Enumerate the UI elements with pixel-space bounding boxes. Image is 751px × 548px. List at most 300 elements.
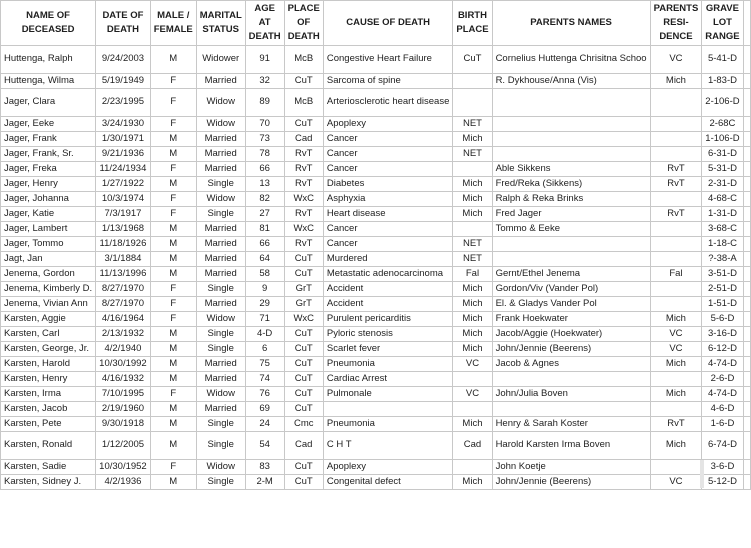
date-cell: 4/16/1932 (96, 372, 151, 387)
age-cell: 73 (245, 132, 284, 147)
blank-cell (743, 327, 750, 342)
parents-cell: Henry & Sarah Koster (492, 417, 650, 432)
parents-cell: Tommo & Eeke (492, 222, 650, 237)
gender-cell: M (150, 432, 196, 460)
parents-cell: Gernt/Ethel Jenema (492, 267, 650, 282)
blank-cell (743, 132, 750, 147)
name-cell: Jager, Eeke (1, 117, 96, 132)
gender-cell: M (150, 132, 196, 147)
residence-cell: RvT (650, 207, 702, 222)
marital-cell: Married (196, 357, 245, 372)
cause-cell: Accident (323, 282, 453, 297)
header-gender: MALE / FEMALE (150, 1, 196, 46)
grave-cell: 1-18-C (702, 237, 743, 252)
gender-cell: M (150, 475, 196, 490)
age-cell: 81 (245, 222, 284, 237)
birth-cell: Mich (453, 312, 492, 327)
table-row (1, 357, 751, 372)
gender-cell: M (150, 357, 196, 372)
grave-cell: 2-106-D (702, 89, 743, 117)
table-row (1, 402, 751, 417)
date-cell: 4/2/1936 (96, 475, 151, 490)
grave-cell: 2-68C (702, 117, 743, 132)
age-cell: 13 (245, 177, 284, 192)
marital-cell: Single (196, 432, 245, 460)
name-cell: Karsten, Carl (1, 327, 96, 342)
cause-cell: Accident (323, 297, 453, 312)
blank-cell (743, 147, 750, 162)
blank-cell (743, 252, 750, 267)
residence-cell (650, 252, 702, 267)
header-blank (743, 1, 750, 46)
name-cell: Jager, Tommo (1, 237, 96, 252)
grave-cell: 5-12-D (702, 475, 743, 490)
parents-cell (492, 117, 650, 132)
birth-cell: CuT (453, 46, 492, 74)
gender-cell: F (150, 192, 196, 207)
blank-cell (743, 417, 750, 432)
gender-cell: F (150, 207, 196, 222)
grave-cell: 3-68-C (702, 222, 743, 237)
birth-cell: Mich (453, 297, 492, 312)
age-cell: 83 (245, 460, 284, 475)
birth-cell: NET (453, 117, 492, 132)
marital-cell: Married (196, 222, 245, 237)
birth-cell: Mich (453, 132, 492, 147)
name-cell: Karsten, Henry (1, 372, 96, 387)
age-cell: 64 (245, 252, 284, 267)
header-cause: CAUSE OF DEATH (323, 1, 453, 46)
table-row (1, 475, 751, 490)
blank-cell (743, 432, 750, 460)
grave-cell: ?-38-A (702, 252, 743, 267)
age-cell: 76 (245, 387, 284, 402)
parents-cell (492, 89, 650, 117)
records-body (1, 46, 751, 490)
header-grave: GRAVE LOT RANGE (702, 1, 743, 46)
marital-cell: Married (196, 74, 245, 89)
blank-cell (743, 222, 750, 237)
residence-cell (650, 117, 702, 132)
age-cell: 66 (245, 237, 284, 252)
grave-cell: 2-6-D (702, 372, 743, 387)
residence-cell: Mich (650, 432, 702, 460)
header-parents: PARENTS NAMES (492, 1, 650, 46)
date-cell: 9/24/2003 (96, 46, 151, 74)
cause-cell: Cancer (323, 222, 453, 237)
parents-cell: Ralph & Reka Brinks (492, 192, 650, 207)
gender-cell: F (150, 89, 196, 117)
date-cell: 8/27/1970 (96, 282, 151, 297)
table-row (1, 46, 751, 74)
birth-cell: Mich (453, 192, 492, 207)
table-row (1, 417, 751, 432)
blank-cell (743, 192, 750, 207)
place-cell: CuT (284, 74, 323, 89)
blank-cell (743, 475, 750, 490)
cause-cell: Diabetes (323, 177, 453, 192)
age-cell: 89 (245, 89, 284, 117)
grave-cell: 5-41-D (702, 46, 743, 74)
birth-cell: NET (453, 237, 492, 252)
parents-cell: Cornelius Huttenga Chrisitna Schoo (492, 46, 650, 74)
parents-cell: John/Jennie (Beerens) (492, 342, 650, 357)
blank-cell (743, 297, 750, 312)
grave-cell: 1-106-D (702, 132, 743, 147)
blank-cell (743, 460, 750, 475)
marital-cell: Widower (196, 46, 245, 74)
age-cell: 9 (245, 282, 284, 297)
table-row (1, 89, 751, 117)
marital-cell: Widow (196, 89, 245, 117)
place-cell: CuT (284, 252, 323, 267)
blank-cell (743, 117, 750, 132)
date-cell: 11/18/1926 (96, 237, 151, 252)
cause-cell: Cancer (323, 237, 453, 252)
birth-cell: VC (453, 387, 492, 402)
residence-cell: Mich (650, 387, 702, 402)
birth-cell: Mich (453, 327, 492, 342)
place-cell: Cad (284, 132, 323, 147)
parents-cell: Fred/Reka (Sikkens) (492, 177, 650, 192)
grave-cell: 3-6-D (702, 460, 743, 475)
residence-cell (650, 222, 702, 237)
date-cell: 1/27/1922 (96, 177, 151, 192)
table-row (1, 162, 751, 177)
name-cell: Karsten, Jacob (1, 402, 96, 417)
grave-cell: 3-16-D (702, 327, 743, 342)
place-cell: CuT (284, 387, 323, 402)
age-cell: 58 (245, 267, 284, 282)
name-cell: Jager, Frank (1, 132, 96, 147)
cause-cell: Metastatic adenocarcinoma (323, 267, 453, 282)
marital-cell: Married (196, 297, 245, 312)
gender-cell: F (150, 282, 196, 297)
parents-cell: El. & Gladys Vander Pol (492, 297, 650, 312)
marital-cell: Married (196, 402, 245, 417)
grave-cell: 1-51-D (702, 297, 743, 312)
age-cell: 70 (245, 117, 284, 132)
table-row (1, 147, 751, 162)
cause-cell: Congestive Heart Failure (323, 46, 453, 74)
marital-cell: Widow (196, 460, 245, 475)
age-cell: 6 (245, 342, 284, 357)
blank-cell (743, 342, 750, 357)
gender-cell: F (150, 117, 196, 132)
residence-cell (650, 237, 702, 252)
parents-cell: Jacob & Agnes (492, 357, 650, 372)
gender-cell: M (150, 147, 196, 162)
grave-cell: 5-31-D (702, 162, 743, 177)
birth-cell (453, 460, 492, 475)
place-cell: RvT (284, 237, 323, 252)
place-cell: CuT (284, 372, 323, 387)
cause-cell: Asphyxia (323, 192, 453, 207)
place-cell: Cad (284, 432, 323, 460)
cause-cell: Sarcoma of spine (323, 74, 453, 89)
header-age: AGE AT DEATH (245, 1, 284, 46)
marital-cell: Widow (196, 387, 245, 402)
grave-cell: 6-74-D (702, 432, 743, 460)
table-row (1, 267, 751, 282)
parents-cell: John/Julia Boven (492, 387, 650, 402)
cause-cell: Apoplexy (323, 117, 453, 132)
residence-cell: Mich (650, 312, 702, 327)
cause-cell: Cardiac Arrest (323, 372, 453, 387)
gender-cell: M (150, 267, 196, 282)
residence-cell (650, 460, 702, 475)
blank-cell (743, 267, 750, 282)
table-row (1, 177, 751, 192)
name-cell: Jager, Henry (1, 177, 96, 192)
blank-cell (743, 387, 750, 402)
name-cell: Jager, Clara (1, 89, 96, 117)
gender-cell: M (150, 417, 196, 432)
date-cell: 3/24/1930 (96, 117, 151, 132)
cause-cell: Apoplexy (323, 460, 453, 475)
place-cell: CuT (284, 342, 323, 357)
place-cell: CuT (284, 475, 323, 490)
marital-cell: Married (196, 252, 245, 267)
birth-cell (453, 162, 492, 177)
marital-cell: Single (196, 417, 245, 432)
table-row (1, 460, 751, 475)
gender-cell: M (150, 46, 196, 74)
residence-cell (650, 132, 702, 147)
grave-cell: 3-51-D (702, 267, 743, 282)
name-cell: Jager, Lambert (1, 222, 96, 237)
gender-cell: M (150, 327, 196, 342)
age-cell: 82 (245, 192, 284, 207)
grave-cell: 1-31-D (702, 207, 743, 222)
header-name: NAME OF DECEASED (1, 1, 96, 46)
date-cell: 10/3/1974 (96, 192, 151, 207)
date-cell: 11/24/1934 (96, 162, 151, 177)
residence-cell: Mich (650, 357, 702, 372)
blank-cell (743, 162, 750, 177)
table-row (1, 432, 751, 460)
birth-cell: Fal (453, 267, 492, 282)
table-row (1, 117, 751, 132)
gender-cell: M (150, 222, 196, 237)
blank-cell (743, 312, 750, 327)
cause-cell: Scarlet fever (323, 342, 453, 357)
gender-cell: F (150, 297, 196, 312)
age-cell: 32 (245, 74, 284, 89)
blank-cell (743, 207, 750, 222)
parents-cell (492, 402, 650, 417)
age-cell: 4-D (245, 327, 284, 342)
marital-cell: Widow (196, 117, 245, 132)
date-cell: 2/19/1960 (96, 402, 151, 417)
grave-cell: 2-31-D (702, 177, 743, 192)
marital-cell: Married (196, 162, 245, 177)
birth-cell: Mich (453, 417, 492, 432)
date-cell: 3/1/1884 (96, 252, 151, 267)
name-cell: Karsten, George, Jr. (1, 342, 96, 357)
place-cell: WxC (284, 222, 323, 237)
place-cell: CuT (284, 357, 323, 372)
table-row (1, 312, 751, 327)
age-cell: 54 (245, 432, 284, 460)
cause-cell: Pyloric stenosis (323, 327, 453, 342)
name-cell: Karsten, Aggie (1, 312, 96, 327)
birth-cell: Cad (453, 432, 492, 460)
cause-cell: C H T (323, 432, 453, 460)
grave-cell: 2-51-D (702, 282, 743, 297)
gender-cell: F (150, 162, 196, 177)
residence-cell (650, 89, 702, 117)
date-cell: 9/30/1918 (96, 417, 151, 432)
header-date: DATE OF DEATH (96, 1, 151, 46)
grave-cell: 4-74-D (702, 357, 743, 372)
name-cell: Karsten, Ronald (1, 432, 96, 460)
gender-cell: F (150, 387, 196, 402)
grave-cell: 1-83-D (702, 74, 743, 89)
blank-cell (743, 89, 750, 117)
parents-cell: Able Sikkens (492, 162, 650, 177)
table-row (1, 252, 751, 267)
marital-cell: Married (196, 372, 245, 387)
place-cell: WxC (284, 192, 323, 207)
name-cell: Jager, Frank, Sr. (1, 147, 96, 162)
place-cell: Cmc (284, 417, 323, 432)
parents-cell: John Koetje (492, 460, 650, 475)
parents-cell (492, 372, 650, 387)
residence-cell (650, 192, 702, 207)
gender-cell: F (150, 460, 196, 475)
birth-cell: NET (453, 252, 492, 267)
date-cell: 4/16/1964 (96, 312, 151, 327)
birth-cell: Mich (453, 475, 492, 490)
name-cell: Huttenga, Ralph (1, 46, 96, 74)
date-cell: 10/30/1992 (96, 357, 151, 372)
date-cell: 11/13/1996 (96, 267, 151, 282)
place-cell: CuT (284, 267, 323, 282)
birth-cell (453, 372, 492, 387)
age-cell: 69 (245, 402, 284, 417)
marital-cell: Single (196, 342, 245, 357)
cause-cell: Cancer (323, 162, 453, 177)
parents-cell: Frank Hoekwater (492, 312, 650, 327)
residence-cell (650, 282, 702, 297)
birth-cell: NET (453, 147, 492, 162)
birth-cell (453, 74, 492, 89)
gender-cell: M (150, 177, 196, 192)
parents-cell: Gordon/Viv (Vander Pol) (492, 282, 650, 297)
birth-cell (453, 402, 492, 417)
header-row (1, 1, 751, 46)
place-cell: WxC (284, 312, 323, 327)
name-cell: Karsten, Sadie (1, 460, 96, 475)
place-cell: CuT (284, 327, 323, 342)
age-cell: 27 (245, 207, 284, 222)
marital-cell: Married (196, 267, 245, 282)
gender-cell: F (150, 74, 196, 89)
cause-cell: Pneumonia (323, 417, 453, 432)
age-cell: 74 (245, 372, 284, 387)
place-cell: McB (284, 46, 323, 74)
marital-cell: Married (196, 132, 245, 147)
residence-cell: VC (650, 327, 702, 342)
gender-cell: M (150, 402, 196, 417)
parents-cell: Jacob/Aggie (Hoekwater) (492, 327, 650, 342)
cause-cell: Arteriosclerotic heart disease (323, 89, 453, 117)
age-cell: 78 (245, 147, 284, 162)
sheet-edge (700, 460, 704, 488)
age-cell: 24 (245, 417, 284, 432)
header-residence: PARENTS RESI-DENCE (650, 1, 702, 46)
place-cell: CuT (284, 117, 323, 132)
marital-cell: Single (196, 327, 245, 342)
cause-cell: Pulmonale (323, 387, 453, 402)
cause-cell: Pneumonia (323, 357, 453, 372)
residence-cell: VC (650, 46, 702, 74)
name-cell: Karsten, Pete (1, 417, 96, 432)
place-cell: RvT (284, 147, 323, 162)
table-row (1, 74, 751, 89)
blank-cell (743, 74, 750, 89)
table-row (1, 207, 751, 222)
blank-cell (743, 402, 750, 417)
gender-cell: M (150, 237, 196, 252)
birth-cell: Mich (453, 207, 492, 222)
name-cell: Jenema, Vivian Ann (1, 297, 96, 312)
name-cell: Huttenga, Wilma (1, 74, 96, 89)
place-cell: RvT (284, 177, 323, 192)
name-cell: Jager, Johanna (1, 192, 96, 207)
date-cell: 5/19/1949 (96, 74, 151, 89)
age-cell: 91 (245, 46, 284, 74)
grave-cell: 1-6-D (702, 417, 743, 432)
name-cell: Jagt, Jan (1, 252, 96, 267)
date-cell: 2/13/1932 (96, 327, 151, 342)
place-cell: CuT (284, 460, 323, 475)
marital-cell: Widow (196, 312, 245, 327)
gender-cell: M (150, 342, 196, 357)
blank-cell (743, 237, 750, 252)
place-cell: RvT (284, 162, 323, 177)
name-cell: Jager, Katie (1, 207, 96, 222)
header-marital: MARITAL STATUS (196, 1, 245, 46)
parents-cell: Fred Jager (492, 207, 650, 222)
name-cell: Jenema, Kimberly D. (1, 282, 96, 297)
place-cell: CuT (284, 402, 323, 417)
date-cell: 8/27/1970 (96, 297, 151, 312)
residence-cell (650, 297, 702, 312)
table-row (1, 237, 751, 252)
residence-cell: RvT (650, 177, 702, 192)
blank-cell (743, 357, 750, 372)
grave-cell: 4-74-D (702, 387, 743, 402)
birth-cell: Mich (453, 342, 492, 357)
grave-cell: 4-6-D (702, 402, 743, 417)
date-cell: 1/12/2005 (96, 432, 151, 460)
name-cell: Jager, Freka (1, 162, 96, 177)
parents-cell: Harold Karsten Irma Boven (492, 432, 650, 460)
date-cell: 7/10/1995 (96, 387, 151, 402)
place-cell: McB (284, 89, 323, 117)
date-cell: 2/23/1995 (96, 89, 151, 117)
age-cell: 66 (245, 162, 284, 177)
place-cell: GrT (284, 297, 323, 312)
gender-cell: M (150, 252, 196, 267)
table-row (1, 342, 751, 357)
place-cell: GrT (284, 282, 323, 297)
cause-cell: Purulent pericarditis (323, 312, 453, 327)
residence-cell (650, 147, 702, 162)
grave-cell: 4-68-C (702, 192, 743, 207)
